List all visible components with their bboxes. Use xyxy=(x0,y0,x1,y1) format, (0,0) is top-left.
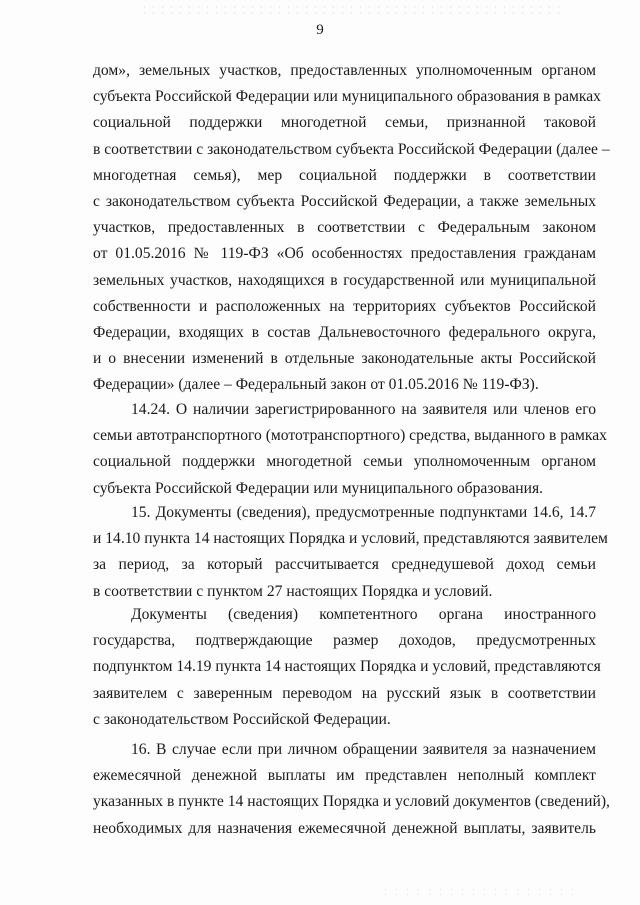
paragraph-foreign-documents xyxy=(93,602,601,733)
text-line: с законодательством Российской Федерации. xyxy=(93,710,391,728)
text-line: участков, предоставленных в соответствии с Федеральным законом xyxy=(93,219,596,237)
scan-noise-bottom xyxy=(380,887,580,899)
text-line: в соответствии с пунктом 27 настоящих Порядка и условий. xyxy=(93,582,493,600)
text-line: указанных в пункте 14 настоящих Порядка и условий документов (сведений), xyxy=(93,793,610,811)
page-number: 9 xyxy=(316,22,324,38)
text-line: социальной поддержки многодетной семьи уполномоченным органом xyxy=(93,453,596,471)
paragraph-continuation xyxy=(93,58,610,398)
text-line: семьи автотранспортного (мототранспортного) средства, выданного в рамках xyxy=(93,427,607,445)
text-line: подпунктом 14.19 пункта 14 настоящих Порядка и условий, представляются xyxy=(93,658,601,676)
text-line: дом», земельных участков, предоставленных уполномоченным органом xyxy=(93,62,596,79)
text-line: ежемесячной денежной выплаты им представлен неполный комплект xyxy=(93,767,596,785)
text-line: государства, подтверждающие размер доходов, предусмотренных xyxy=(93,632,596,650)
text-line: за период, за который рассчитывается среднедушевой доход семьи xyxy=(93,556,596,574)
text-line: Документы (сведения) компетентного органа иностранного xyxy=(131,606,596,623)
scan-noise-top xyxy=(140,4,560,18)
text-line: субъекта Российской Федерации или муниципального образования в рамках xyxy=(93,88,601,106)
text-line: 16. В случае если при личном обращении заявителя за назначением xyxy=(131,741,596,758)
text-line: необходимых для назначения ежемесячной денежной выплаты, заявитель xyxy=(93,819,596,837)
text-line: с законодательством субъекта Российской Федерации, а также земельных xyxy=(93,192,596,210)
text-line: 14.24. О наличии зарегистрированного на заявителя или членов его xyxy=(131,401,596,418)
text-line: 15. Документы (сведения), предусмотренные подпунктами 14.6, 14.7 xyxy=(131,504,596,521)
text-line: многодетная семья), мер социальной поддержки в соответствии xyxy=(93,166,596,184)
text-line: Федерации» (далее – Федеральный закон от 01.05.2016 № 119-ФЗ). xyxy=(93,376,539,394)
text-line: в соответствии с законодательством субъекта Российской Федерации (далее – xyxy=(93,140,610,158)
text-line: и о внесении изменений в отдельные законодательные акты Российской xyxy=(93,350,596,368)
text-line: заявителем с заверенным переводом на русский язык в соответствии xyxy=(93,684,596,702)
text-line: и 14.10 пункта 14 настоящих Порядка и условий, представляются заявителем xyxy=(93,530,608,548)
text-line: собственности и расположенных на территориях субъектов Российской xyxy=(93,297,596,315)
text-line: субъекта Российской Федерации или муниципального образования. xyxy=(93,479,544,497)
text-line: от 01.05.2016 № 119-ФЗ «Об особенностях предоставления гражданам xyxy=(93,245,596,263)
paragraph-15 xyxy=(93,500,608,605)
text-line: земельных участков, находящихся в государственной или муниципальной xyxy=(93,271,596,289)
text-line: социальной поддержки многодетной семьи, признанной таковой xyxy=(93,114,596,132)
text-line: Федерации, входящих в состав Дальневосточного федерального округа, xyxy=(93,323,596,341)
paragraph-16 xyxy=(93,737,610,842)
paragraph-14-24 xyxy=(93,397,607,502)
